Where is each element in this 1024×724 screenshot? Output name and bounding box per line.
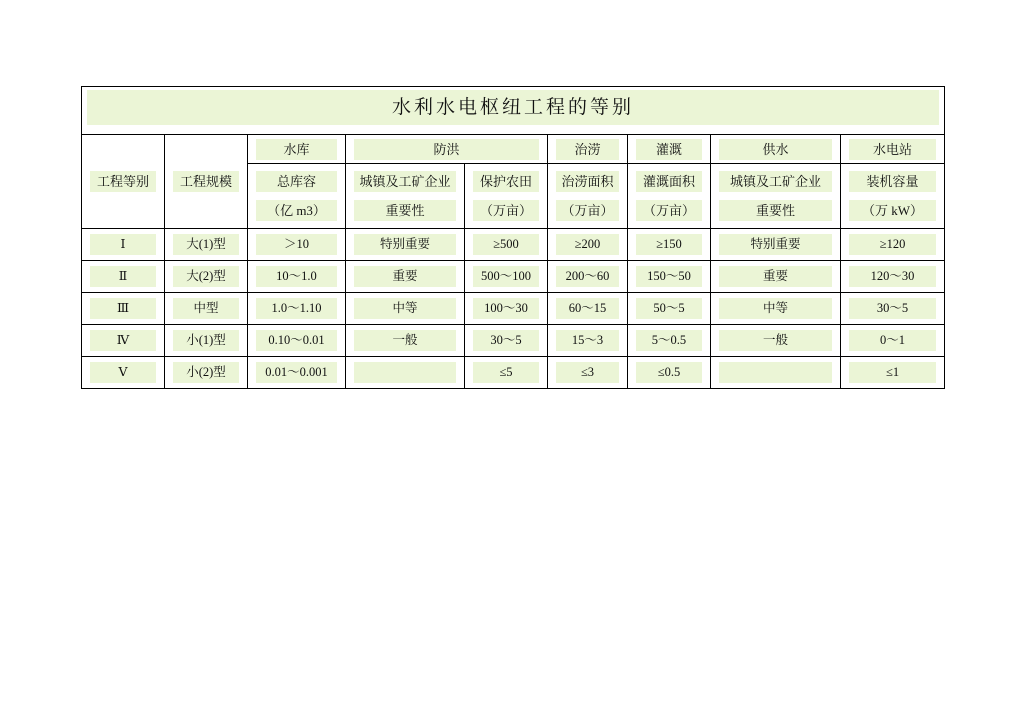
- rank-header-cell: [82, 135, 165, 229]
- scale-value: 小(2)型: [173, 362, 239, 383]
- table-row: [82, 229, 945, 261]
- column-header-water-supply-importance: [711, 164, 841, 229]
- drainage-area-value: 200～60: [556, 266, 619, 287]
- title-row: [82, 87, 945, 135]
- rank-cell: [82, 357, 165, 389]
- scale-value: 大(1)型: [173, 234, 239, 255]
- table-title: 水利水电枢纽工程的等别: [87, 90, 939, 125]
- group-label: 水库: [256, 139, 337, 160]
- water-supply-importance-value: 一般: [719, 330, 832, 351]
- hydropower-capacity-value: ≥120: [849, 234, 936, 255]
- reservoir-capacity-value: 1.0～1.10: [256, 298, 337, 319]
- flood-city-importance-cell: [346, 357, 465, 389]
- group-label: 供水: [719, 139, 832, 160]
- water-supply-importance-cell: [711, 357, 841, 389]
- irrigation-area-cell: [628, 293, 711, 325]
- reservoir-capacity-cell: [248, 229, 346, 261]
- drainage-area-value: ≥200: [556, 234, 619, 255]
- scale-cell: [165, 229, 248, 261]
- column-label: 城镇及工矿企业: [354, 171, 456, 192]
- flood-farmland-value: ≤5: [473, 362, 539, 383]
- hydropower-capacity-value: 30～5: [849, 298, 936, 319]
- reservoir-capacity-cell: [248, 357, 346, 389]
- reservoir-capacity-value: 10～1.0: [256, 266, 337, 287]
- column-label: 保护农田: [473, 171, 539, 192]
- irrigation-area-cell: [628, 325, 711, 357]
- rank-value: Ⅲ: [90, 298, 156, 319]
- water-supply-importance-value: [719, 362, 832, 383]
- flood-city-importance-value: 中等: [354, 298, 456, 319]
- hydropower-capacity-cell: [841, 261, 945, 293]
- scale-cell: [165, 261, 248, 293]
- scale-header: 工程规模: [173, 171, 239, 192]
- column-label: 治涝面积: [556, 171, 619, 192]
- column-label: 灌溉面积: [636, 171, 702, 192]
- flood-city-importance-cell: [346, 293, 465, 325]
- table-row: [82, 293, 945, 325]
- reservoir-capacity-cell: [248, 293, 346, 325]
- reservoir-capacity-cell: [248, 261, 346, 293]
- table-row: [82, 261, 945, 293]
- column-header-drainage-area: [548, 164, 628, 229]
- water-supply-importance-value: 特别重要: [719, 234, 832, 255]
- column-label: 总库容: [256, 171, 337, 192]
- hydropower-capacity-value: 0～1: [849, 330, 936, 351]
- rank-cell: [82, 293, 165, 325]
- column-header-flood-city-importance: [346, 164, 465, 229]
- scale-value: 小(1)型: [173, 330, 239, 351]
- group-label: 治涝: [556, 139, 619, 160]
- flood-farmland-value: 30～5: [473, 330, 539, 351]
- irrigation-area-value: ≥150: [636, 234, 702, 255]
- rank-cell: [82, 261, 165, 293]
- column-label: 城镇及工矿企业: [719, 171, 832, 192]
- flood-city-importance-value: 重要: [354, 266, 456, 287]
- drainage-area-value: 15～3: [556, 330, 619, 351]
- drainage-area-cell: [548, 325, 628, 357]
- hydropower-capacity-value: 120～30: [849, 266, 936, 287]
- scale-cell: [165, 325, 248, 357]
- column-unit: （万亩）: [636, 200, 702, 221]
- drainage-area-cell: [548, 261, 628, 293]
- flood-farmland-cell: [465, 293, 548, 325]
- scale-header-cell: [165, 135, 248, 229]
- rank-value: Ⅴ: [90, 362, 156, 383]
- group-header-water-supply: [711, 135, 841, 164]
- group-header-reservoir: [248, 135, 346, 164]
- reservoir-capacity-value: ＞10: [256, 234, 337, 255]
- flood-farmland-value: 500～100: [473, 266, 539, 287]
- flood-city-importance-cell: [346, 261, 465, 293]
- irrigation-area-cell: [628, 261, 711, 293]
- column-header-flood-farmland: [465, 164, 548, 229]
- rank-value: Ⅰ: [90, 234, 156, 255]
- column-unit: （亿 m3）: [256, 200, 337, 221]
- reservoir-capacity-value: 0.10～0.01: [256, 330, 337, 351]
- group-header-drainage: [548, 135, 628, 164]
- column-unit: （万亩）: [473, 200, 539, 221]
- flood-city-importance-value: 一般: [354, 330, 456, 351]
- table-row: [82, 357, 945, 389]
- flood-farmland-value: ≥500: [473, 234, 539, 255]
- scale-cell: [165, 293, 248, 325]
- rank-header: 工程等别: [90, 171, 156, 192]
- flood-farmland-cell: [465, 325, 548, 357]
- header-group-row: [82, 135, 945, 164]
- column-unit: （万 kW）: [849, 200, 936, 221]
- flood-city-importance-cell: [346, 229, 465, 261]
- rank-value: Ⅱ: [90, 266, 156, 287]
- scale-value: 大(2)型: [173, 266, 239, 287]
- flood-city-importance-value: [354, 362, 456, 383]
- scale-cell: [165, 357, 248, 389]
- flood-city-importance-value: 特别重要: [354, 234, 456, 255]
- water-supply-importance-cell: [711, 261, 841, 293]
- column-header-reservoir-capacity: [248, 164, 346, 229]
- hydropower-capacity-value: ≤1: [849, 362, 936, 383]
- irrigation-area-value: 50～5: [636, 298, 702, 319]
- group-header-irrigation: [628, 135, 711, 164]
- group-label: 水电站: [849, 139, 936, 160]
- rank-value: Ⅳ: [90, 330, 156, 351]
- rank-cell: [82, 229, 165, 261]
- group-header-hydropower: [841, 135, 945, 164]
- hydropower-capacity-cell: [841, 293, 945, 325]
- irrigation-area-value: 5～0.5: [636, 330, 702, 351]
- flood-city-importance-cell: [346, 325, 465, 357]
- flood-farmland-value: 100～30: [473, 298, 539, 319]
- column-header-irrigation-area: [628, 164, 711, 229]
- hydropower-capacity-cell: [841, 357, 945, 389]
- hydropower-capacity-cell: [841, 229, 945, 261]
- reservoir-capacity-cell: [248, 325, 346, 357]
- group-header-flood-control: [346, 135, 548, 164]
- column-header-hydropower-capacity: [841, 164, 945, 229]
- group-label: 灌溉: [636, 139, 702, 160]
- irrigation-area-cell: [628, 229, 711, 261]
- drainage-area-cell: [548, 357, 628, 389]
- drainage-area-cell: [548, 293, 628, 325]
- column-unit: 重要性: [719, 200, 832, 221]
- rank-cell: [82, 325, 165, 357]
- drainage-area-value: ≤3: [556, 362, 619, 383]
- column-unit: （万亩）: [556, 200, 619, 221]
- flood-farmland-cell: [465, 229, 548, 261]
- reservoir-capacity-value: 0.01～0.001: [256, 362, 337, 383]
- irrigation-area-cell: [628, 357, 711, 389]
- water-supply-importance-cell: [711, 325, 841, 357]
- water-supply-importance-value: 重要: [719, 266, 832, 287]
- water-supply-importance-cell: [711, 229, 841, 261]
- group-label: 防洪: [354, 139, 539, 160]
- scale-value: 中型: [173, 298, 239, 319]
- drainage-area-cell: [548, 229, 628, 261]
- water-supply-importance-cell: [711, 293, 841, 325]
- drainage-area-value: 60～15: [556, 298, 619, 319]
- flood-farmland-cell: [465, 357, 548, 389]
- column-label: 装机容量: [849, 171, 936, 192]
- project-grade-table: [81, 86, 945, 389]
- document-page: [81, 86, 945, 389]
- column-unit: 重要性: [354, 200, 456, 221]
- irrigation-area-value: 150～50: [636, 266, 702, 287]
- title-cell: [82, 87, 945, 135]
- irrigation-area-value: ≤0.5: [636, 362, 702, 383]
- table-row: [82, 325, 945, 357]
- water-supply-importance-value: 中等: [719, 298, 832, 319]
- hydropower-capacity-cell: [841, 325, 945, 357]
- flood-farmland-cell: [465, 261, 548, 293]
